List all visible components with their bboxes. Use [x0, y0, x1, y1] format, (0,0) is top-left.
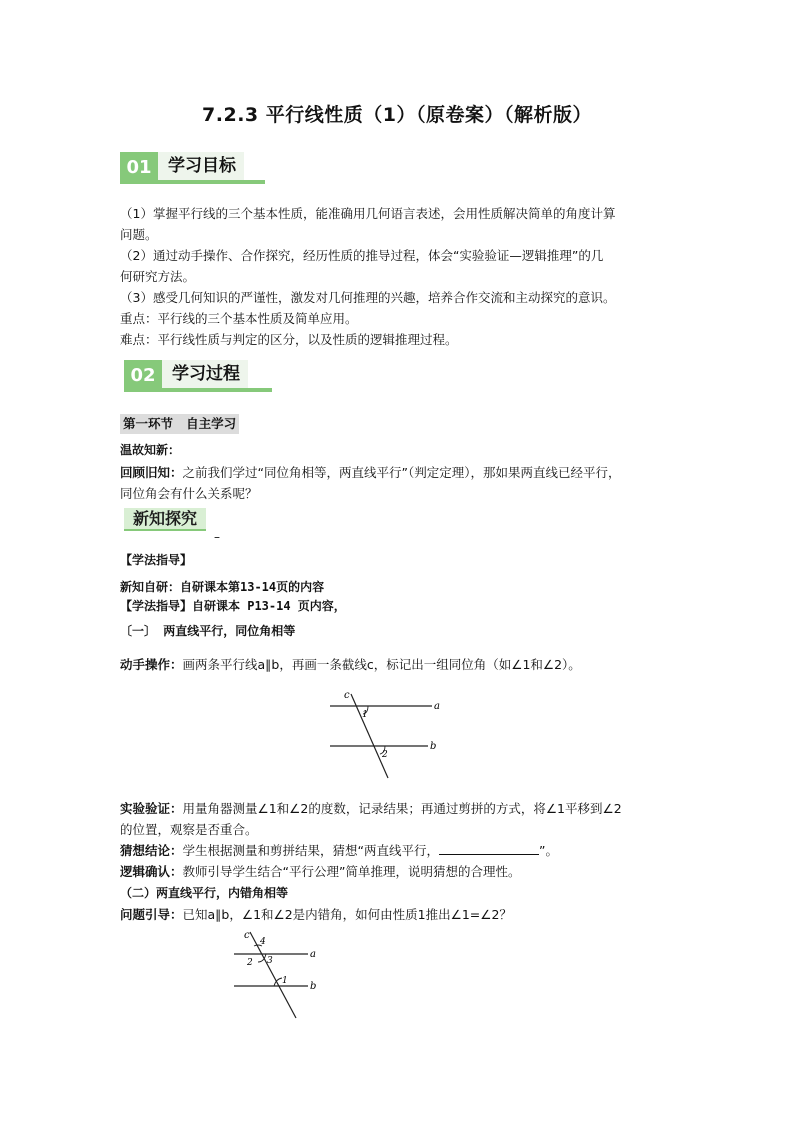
goal-line: （3）感受几何知识的严谨性，激发对几何推理的兴趣，培养合作交流和主动探究的意识。: [120, 290, 616, 305]
part-two-heading: （二）两直线平行，内错角相等: [120, 886, 289, 900]
logic-text: 教师引导学生结合“平行公理”简单推理，说明猜想的合理性。: [182, 864, 521, 879]
section-number: 02: [124, 360, 162, 392]
step-heading: [120, 414, 239, 434]
recall-label: 回顾旧知：: [120, 465, 183, 480]
experiment-text-cont: 的位置，观察是否重合。: [120, 822, 258, 837]
label-b: b: [310, 981, 317, 992]
section-underline: [162, 388, 272, 392]
answer-blank[interactable]: [439, 840, 539, 855]
section-header-process: [124, 360, 272, 392]
section-label: 学习目标: [158, 152, 244, 180]
banner-underline: [124, 529, 206, 531]
section-label: 学习过程: [162, 360, 248, 388]
label-angle-2: 2: [247, 958, 253, 968]
goal-line: 何研究方法。: [120, 269, 196, 284]
experiment-paragraph: [120, 798, 680, 840]
question-paragraph: [120, 904, 680, 925]
hands-on-paragraph: [120, 654, 680, 675]
section-header-goals: [120, 152, 265, 184]
label-c: c: [244, 930, 250, 941]
learning-goals: [120, 203, 680, 350]
hands-on-text: 画两条平行线a∥b，再画一条截线c，标记出一组同位角（如∠1和∠2）。: [182, 657, 581, 672]
label-angle-2: 2: [382, 750, 388, 760]
recall-text-cont: 同位角会有什么关系呢？: [120, 486, 258, 501]
goal-line: （1）掌握平行线的三个基本性质，能准确用几何语言表述，会用性质解决简单的角度计算: [120, 206, 616, 221]
stray-dash: –: [214, 530, 220, 544]
logic-paragraph: [120, 861, 680, 882]
self-study: 新知自研：自研课本第13-14页的内容: [120, 580, 325, 594]
label-angle-1: 1: [282, 976, 288, 986]
experiment-label: 实验验证：: [120, 801, 183, 816]
goal-line: 问题。: [120, 227, 158, 242]
review-label: 温故知新：: [120, 443, 181, 457]
logic-label: 逻辑确认：: [120, 864, 183, 879]
difficult-point: 难点：平行线性质与判定的区分，以及性质的逻辑推理过程。: [120, 332, 458, 347]
section-number: 01: [120, 152, 158, 184]
page-title: 7.2.3 平行线性质（1）（原卷案）（解析版）: [202, 104, 592, 126]
new-knowledge-banner: 新知探究: [124, 508, 206, 530]
label-angle-4: 4: [260, 937, 266, 947]
label-angle-3: 3: [267, 956, 273, 966]
question-text: 已知a∥b，∠1和∠2是内错角，如何由性质1推出∠1=∠2？: [182, 907, 512, 922]
hands-on-label: 动手操作：: [120, 657, 183, 672]
parallel-lines-figure-2: [230, 928, 326, 1020]
label-b: b: [430, 741, 437, 752]
label-c: c: [344, 690, 350, 701]
guess-end: ”。: [539, 843, 558, 858]
question-label: 问题引导：: [120, 907, 183, 922]
guess-text: 学生根据测量和剪拼结果，猜想“两直线平行，: [182, 843, 439, 858]
guess-paragraph: [120, 840, 680, 861]
method-guide-2: 【学法指导】自研课本 P13-14 页内容，: [120, 599, 346, 613]
label-a: a: [310, 949, 316, 960]
label-angle-1: 1: [362, 710, 368, 720]
part-one-heading: 〔一〕 两直线平行，同位角相等: [120, 624, 296, 638]
step-number: 第一环节: [123, 416, 174, 431]
method-guide-1: 【学法指导】: [120, 553, 193, 567]
recall-text: 之前我们学过“同位角相等，两直线平行”（判定定理），那如果两直线已经平行，: [182, 465, 621, 480]
goal-line: （2）通过动手操作、合作探究，经历性质的推导过程，体会“实验验证—逻辑推理”的几: [120, 248, 604, 263]
recall-paragraph: [120, 462, 680, 504]
step-title: 自主学习: [186, 416, 237, 431]
parallel-lines-figure-1: [322, 688, 446, 780]
label-a: a: [434, 701, 440, 712]
guess-label: 猜想结论：: [120, 843, 183, 858]
section-underline: [158, 180, 265, 184]
experiment-text: 用量角器测量∠1和∠2的度数，记录结果；再通过剪拼的方式，将∠1平移到∠2: [182, 801, 622, 816]
key-point: 重点：平行线的三个基本性质及简单应用。: [120, 311, 358, 326]
